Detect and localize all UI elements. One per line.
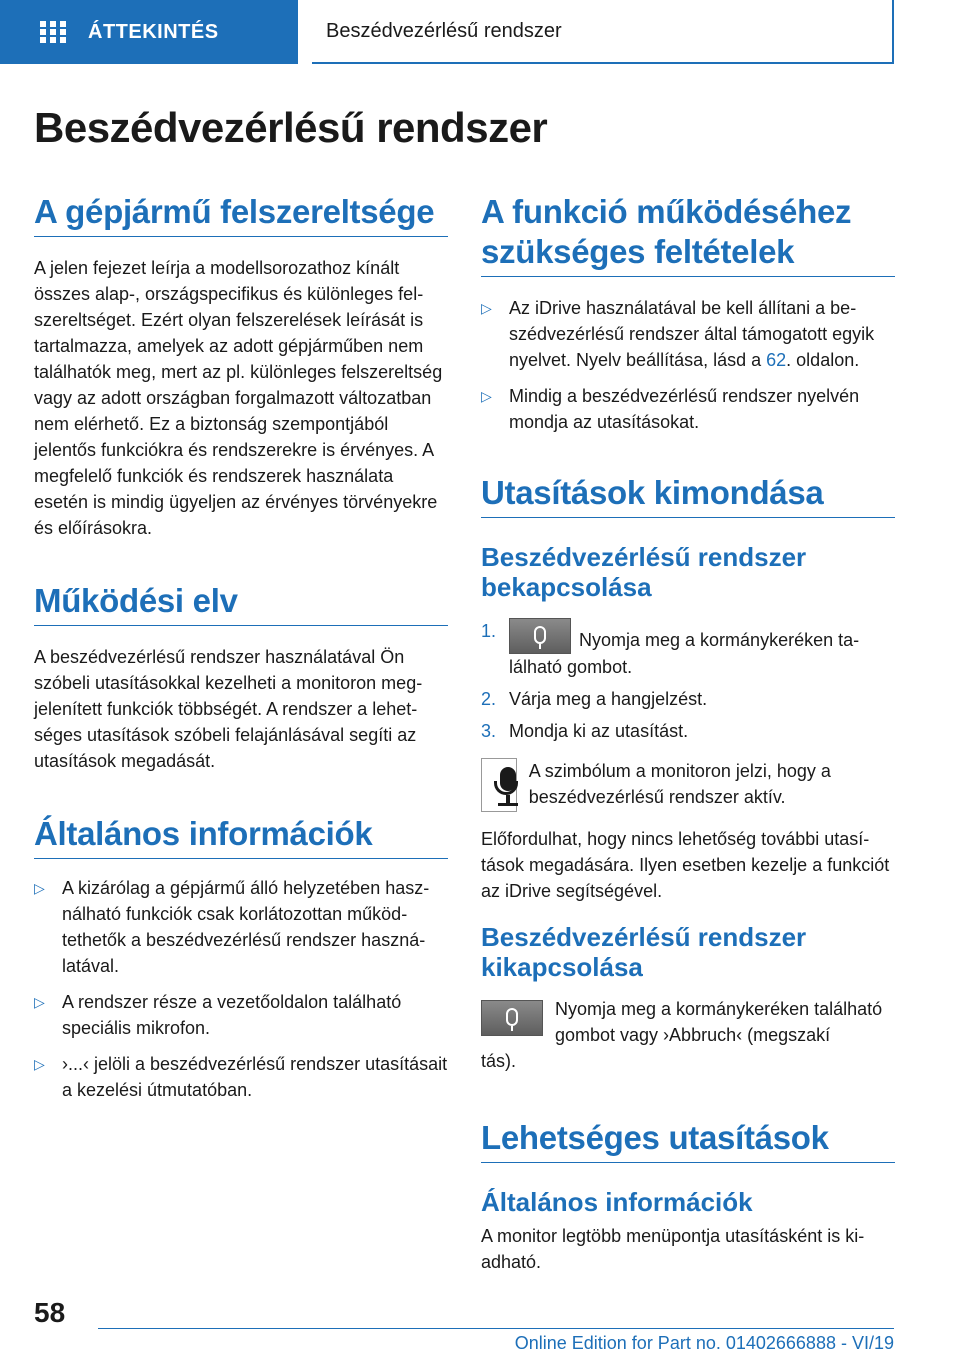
subsection-title-deactivate: Beszédvezérlésű rendszer kikapcsolása <box>481 922 807 982</box>
subsection-title-general-info: Általános információk <box>481 1187 753 1217</box>
activate-text: Előfordulhat, hogy nincs lehetőség további utasítások megadására. Ilyen esetben kezelje a funkciót az iDrive segítségével. <box>481 829 890 901</box>
list-item: 2. Várja meg a hangjelzést. <box>481 689 708 709</box>
triangle-bullet-icon: ▷ <box>34 994 45 1010</box>
header-tab-overview[interactable] <box>0 0 298 64</box>
triangle-bullet-icon: ▷ <box>481 388 492 404</box>
requirements-list <box>481 295 895 435</box>
deactivate-block <box>481 996 895 1074</box>
deactivate-text-rest: tás). <box>481 1051 517 1071</box>
microphone-icon <box>481 758 517 812</box>
general-info-list <box>34 875 448 1103</box>
deactivate-text-first: Nyomja meg a kormánykeréken található gombot vagy ›Abbruch‹ (megszakí <box>555 999 883 1045</box>
triangle-bullet-icon: ▷ <box>34 880 45 896</box>
header-tab-label: ÁTTEKINTÉS <box>88 20 219 43</box>
equipment-text: A jelen fejezet leírja a modellsorozathoz kínált összes alap-, országspecifikus és különleges felszereltséget. Ezért olyan felszerelések leírását is tartalmazza, amelyek az adott gépjárműben nem találhatók meg, mert az pl. különleges felszereltség vagy az adott országban forgalmazott változatban nem elérhető. Ez a biztonság szempontjából jelentős funkciókra és rendszerekre is érvényes. A megfelelő funkciók és rendszerek használata esetén is mindig ügyeljen az érvényes törvényekre és előírásokra. <box>34 258 443 538</box>
voice-button-icon <box>481 1000 543 1036</box>
right-column <box>481 192 895 1275</box>
header-section-label: Beszédvezérlésű rendszer <box>326 19 562 42</box>
triangle-bullet-icon: ▷ <box>481 300 492 316</box>
grid-menu-icon <box>40 21 66 43</box>
section-title-possible-commands: Lehetséges utasítások <box>481 1118 895 1163</box>
principle-text: A beszédvezérlésű rendszer használatával Ön szóbeli utasításokkal kezelheti a monitoron megjelenített funkciók többségét. A rendszer a lehetséges utasítások szóbeli felajánlásával segíti az utasítások megadását. <box>34 647 423 771</box>
general-info-text: A monitor legtöbb menüpontja utasításként is kiadható. <box>481 1226 865 1272</box>
page-title: Beszédvezérlésű rendszer <box>34 104 548 151</box>
header-section <box>312 0 894 64</box>
page-link[interactable]: 62 <box>766 350 787 370</box>
list-item: ▷ Mindig a beszédvezérlésű rendszer nyelvén mondja az utasításokat. <box>481 383 895 435</box>
left-column <box>34 192 448 1103</box>
list-item: ▷ Az iDrive használatával be kell állítani a beszédvezérlésű rendszer által támogatott egyik nyelvet. Nyelv beállítása, lásd a 62. oldalon. <box>481 295 895 373</box>
list-item: 1. Nyomja meg a kormánykeréken található gombot. <box>481 618 895 680</box>
list-item: ▷ A rendszer része a vezetőoldalon található speciális mikrofon. <box>34 989 448 1041</box>
page-number: 58 <box>34 1297 66 1328</box>
symbol-note <box>481 758 895 812</box>
voice-button-icon <box>509 618 571 654</box>
section-title-requirements: A funkció működéséhez szükséges feltételek <box>481 192 895 277</box>
section-title-equipment: A gépjármű felszereltsége <box>34 192 448 237</box>
subsection-title-activate: Beszédvezérlésű rendszer bekapcsolása <box>481 542 807 602</box>
list-item: ▷ ›...‹ jelöli a beszédvezérlésű rendszer utasításait a kezelési útmutatóban. <box>34 1051 448 1103</box>
symbol-text: A szimbólum a monitoron jelzi, hogy a beszédvezérlésű rendszer aktív. <box>528 761 831 807</box>
section-title-general-info: Általános információk <box>34 814 448 859</box>
section-title-commands: Utasítások kimondása <box>481 473 895 518</box>
section-title-principle: Működési elv <box>34 581 448 626</box>
steps-list <box>481 618 895 744</box>
list-item: ▷ A kizárólag a gépjármű álló helyzetében használható funkciók csak korlátozottan működtethetők a beszédvezérlésű rendszer használatával. <box>34 875 448 979</box>
footer: Online Edition for Part no. 01402666888 - VI/19 <box>98 1328 894 1354</box>
triangle-bullet-icon: ▷ <box>34 1056 45 1072</box>
list-item: 3. Mondja ki az utasítást. <box>481 721 689 741</box>
